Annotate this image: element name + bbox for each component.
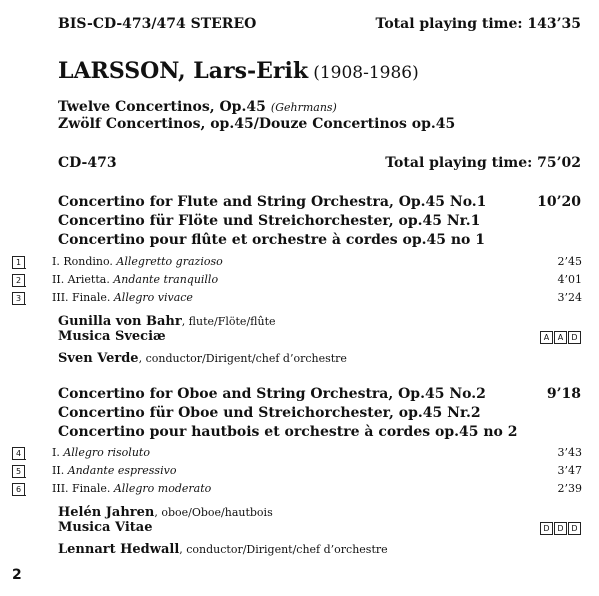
track-row (12, 482, 582, 498)
composer-name: LARSSON, Lars-Erik (58, 58, 309, 84)
conductor-line (58, 347, 347, 366)
track-number: 1 (12, 256, 25, 269)
soloist-line (58, 501, 273, 520)
track-number: 3 (12, 292, 25, 305)
track-time: 3’43 (557, 446, 582, 459)
publisher: (Gehrmans) (270, 101, 337, 114)
track-row (12, 291, 582, 307)
track-tempo: Allegro vivace (113, 291, 193, 304)
concertino-title-de: Concertino für Flöte und Streichorchester, op.45 Nr.1 (58, 213, 481, 229)
soloist-role: , flute/Flöte/flûte (181, 315, 276, 328)
conductor-name: Lennart Hedwall (58, 542, 180, 557)
conductor-name: Sven Verde (58, 351, 139, 366)
code-letter: D (568, 522, 581, 535)
total-playing-time: Total playing time: 143’35 (375, 16, 581, 32)
track-tempo: Allegro risoluto (63, 446, 150, 459)
concertino-title-en: Concertino for Oboe and String Orchestra, Op.45 No.2 (58, 386, 486, 402)
code-letter: D (540, 522, 553, 535)
track-title: I. Rondino. Allegretto grazioso (52, 255, 223, 268)
page-number: 2 (12, 567, 22, 583)
track-tempo: Allegro moderato (113, 482, 212, 495)
track-row (12, 273, 582, 289)
track-number: 2 (12, 274, 25, 287)
work-title-de-fr: Zwölf Concertinos, op.45/Douze Concertinos op.45 (58, 116, 456, 132)
conductor-role: , conductor/Dirigent/chef d’orchestre (138, 352, 347, 365)
conductor-role: , conductor/Dirigent/chef d’orchestre (179, 543, 388, 556)
concertino-duration: 9’18 (546, 386, 581, 402)
track-time: 3’24 (557, 291, 582, 304)
code-letter: A (554, 331, 567, 344)
soloist-name: Helén Jahren (58, 505, 155, 520)
conductor-line (58, 538, 388, 557)
concertino-title-fr: Concertino pour hautbois et orchestre à cordes op.45 no 2 (58, 424, 518, 440)
catalogue-number: BIS-CD-473/474 STEREO (58, 16, 257, 32)
code-letter: D (554, 522, 567, 535)
track-title: III. Finale. Allegro vivace (52, 291, 193, 304)
concertino-title-en: Concertino for Flute and String Orchestra, Op.45 No.1 (58, 194, 487, 210)
track-time: 2’39 (557, 482, 582, 495)
track-time: 2’45 (557, 255, 582, 268)
track-title: I. Allegro risoluto (52, 446, 150, 459)
track-row (12, 255, 582, 271)
concertino-title-de: Concertino für Oboe und Streichorchester, op.45 Nr.2 (58, 405, 481, 421)
composer-dates: (1908-1986) (313, 63, 419, 83)
concertino-duration: 10’20 (537, 194, 581, 210)
track-number: 5 (12, 465, 25, 478)
track-tempo: Andante espressivo (67, 464, 177, 477)
track-tempo: Andante tranquillo (113, 273, 219, 286)
soloist-line (58, 310, 276, 329)
track-title: III. Finale. Allegro moderato (52, 482, 212, 495)
concertino-title-fr: Concertino pour flûte et orchestre à cordes op.45 no 1 (58, 232, 486, 248)
ensemble-name: Musica Sveciæ (58, 329, 166, 344)
track-number: 6 (12, 483, 25, 496)
track-number: 4 (12, 447, 25, 460)
work-title-en (58, 96, 337, 115)
recording-code-badge (540, 331, 581, 344)
code-letter: A (540, 331, 553, 344)
soloist-name: Gunilla von Bahr (58, 314, 182, 329)
work-title: Twelve Concertinos, Op.45 (58, 99, 266, 115)
track-title: II. Arietta. Andante tranquillo (52, 273, 219, 286)
soloist-role: , oboe/Oboe/hautbois (154, 506, 273, 519)
track-time: 3’47 (557, 464, 582, 477)
track-time: 4’01 (557, 273, 582, 286)
cd-total-time: Total playing time: 75’02 (385, 155, 581, 171)
recording-code-badge (540, 522, 581, 535)
track-row (12, 446, 582, 462)
ensemble-name: Musica Vitae (58, 520, 153, 535)
cd-label: CD-473 (58, 155, 117, 171)
track-title: II. Andante espressivo (52, 464, 177, 477)
code-letter: D (568, 331, 581, 344)
track-tempo: Allegretto grazioso (116, 255, 223, 268)
composer-heading (58, 58, 419, 84)
track-row (12, 464, 582, 480)
